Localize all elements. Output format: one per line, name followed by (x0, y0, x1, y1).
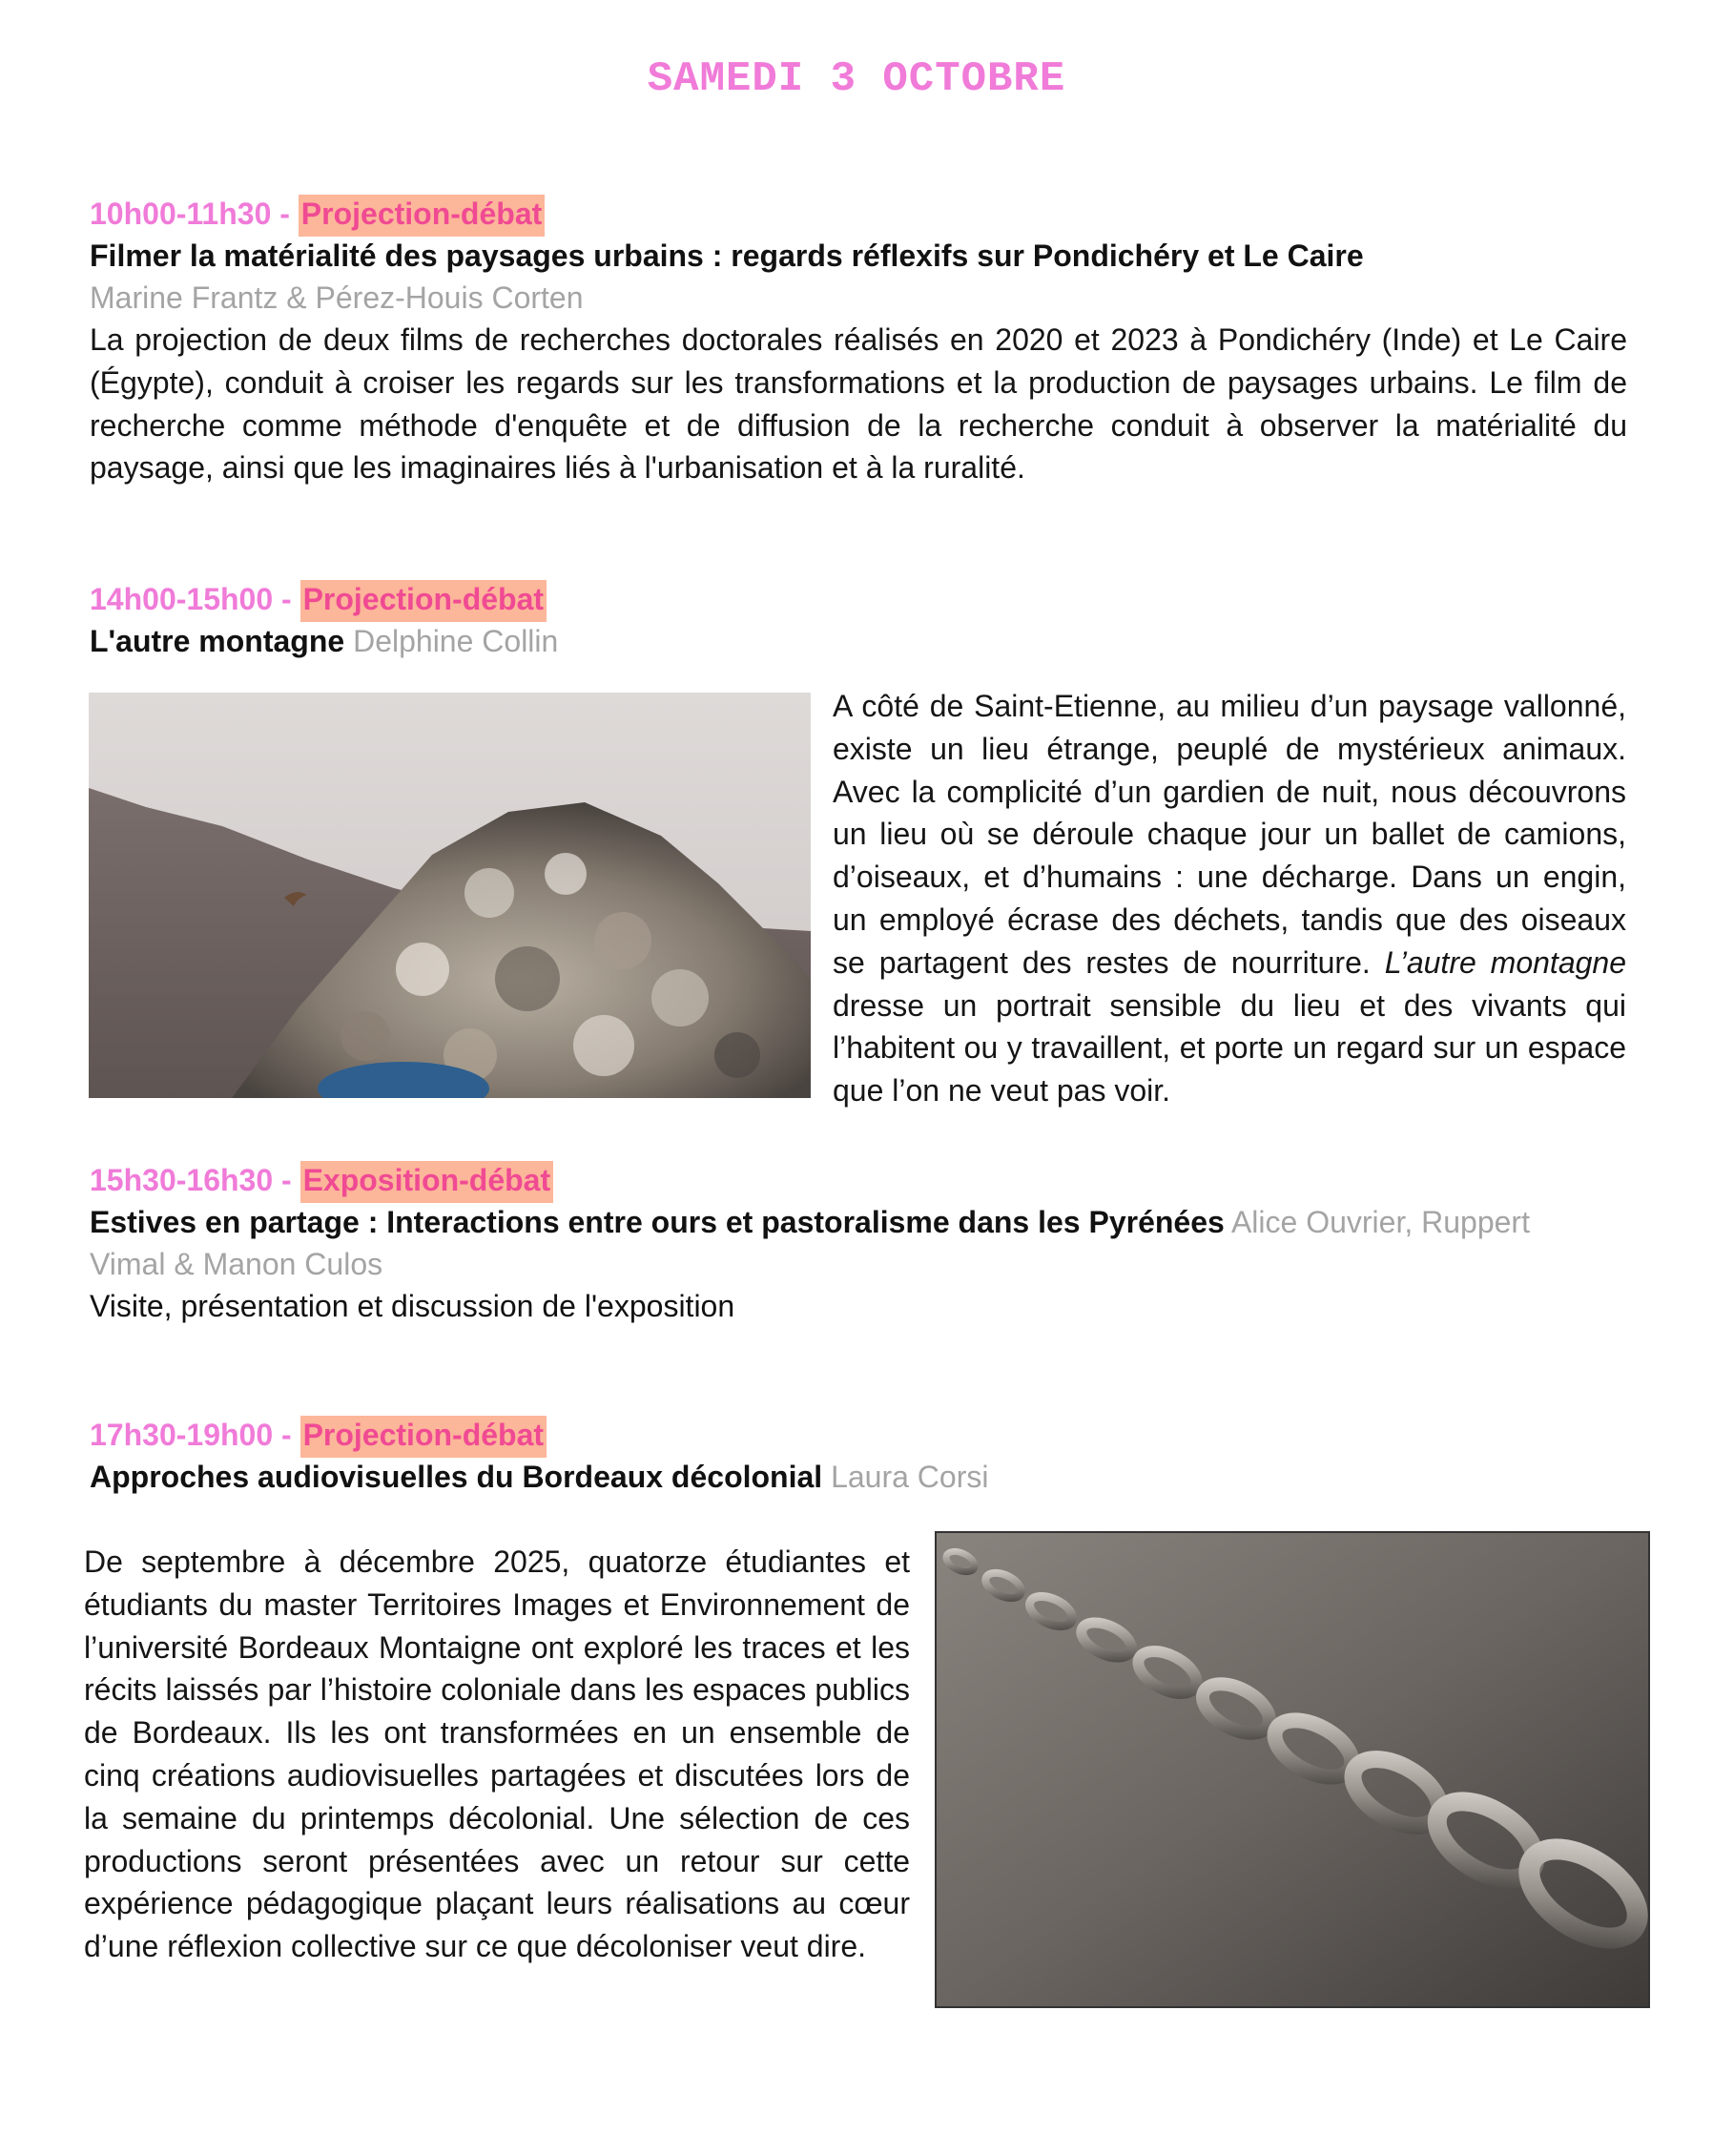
event-type-tag: Exposition-débat (300, 1161, 554, 1203)
event-1 (90, 193, 1627, 489)
event-2-description (833, 685, 1626, 1112)
event-title-line (90, 1201, 1627, 1243)
event-title: L'autre montagne (90, 624, 345, 658)
event-description: De septembre à décembre 2025, quatorze étudiantes et étudiants du master Territoires Images et Environnement de l’université Bordeaux Montaigne ont exploré les traces et les récits laissés par l’histoire coloniale dans les espaces publics de Bordeaux. Ils les ont transformées en un ensemble de cinq créations audiovisuelles partagées et discutées lors de la semaine du printemps décolonial. Une sélection de ces productions seront présentées avec un retour sur cette expérience pédagogique plaçant leurs réalisations au cœur d’une réflexion collective sur ce que décoloniser veut dire. (84, 1544, 910, 1964)
event-4 (90, 1414, 1627, 1498)
event-time: 10h00-11h30 - (90, 197, 299, 231)
event-authors: Alice Ouvrier, Ruppert (1230, 1205, 1530, 1239)
chain-photo (935, 1531, 1650, 2008)
event-time: 17h30-19h00 - (90, 1418, 300, 1452)
event-heading (90, 578, 1627, 620)
event-authors: Marine Frantz & Pérez-Houis Corten (90, 280, 584, 315)
event-type-tag: Projection-débat (300, 580, 547, 622)
event-description: A côté de Saint-Etienne, au milieu d’un paysage vallonné, existe un lieu étrange, peuplé de mystérieux animaux. Avec la complicité d’un gardien de nuit, nous découvrons un lieu où se déroule chaque jour un ballet de camions, d’oiseaux, et d’humains : une décharge. Dans un engin, un employé écrase des déchets, tandis que des oiseaux se partagent des restes de nourriture. L’autre montagne dresse un portrait sensible du lieu et des vivants qui l’habitent ou y travaillent, et porte un regard sur un espace que l’on ne veut pas voir. (833, 689, 1627, 1109)
event-title-line (90, 1456, 1627, 1498)
event-4-description (84, 1541, 910, 1968)
event-heading (90, 193, 1627, 235)
event-type-tag: Projection-débat (300, 1416, 547, 1458)
event-description: Visite, présentation et discussion de l'exposition (90, 1289, 735, 1323)
event-time: 14h00-15h00 - (90, 582, 300, 616)
event-time: 15h30-16h30 - (90, 1163, 300, 1197)
event-title: Approches audiovisuelles du Bordeaux décolonial (90, 1460, 823, 1494)
event-authors: Delphine Collin (353, 624, 559, 658)
event-type-tag: Projection-débat (299, 195, 545, 237)
event-heading (90, 1159, 1627, 1201)
event-authors: Laura Corsi (831, 1460, 989, 1494)
event-description: La projection de deux films de recherches doctorales réalisés en 2020 et 2023 à Pondichéry (Inde) et Le Caire (Égypte), conduit à croiser les regards sur les transformations et la production de paysages urbains. Le film de recherche comme méthode d'enquête et de diffusion de la recherche conduit à observer la matérialité du paysage, ainsi que les imaginaires liés à l'urbanisation et à la ruralité. (90, 322, 1627, 486)
landfill-photo (89, 693, 811, 1098)
event-title: Filmer la matérialité des paysages urbains : regards réflexifs sur Pondichéry et Le Caire (90, 238, 1364, 273)
page-title: SAMEDI 3 OCTOBRE (647, 55, 1066, 103)
event-title-line (90, 620, 1627, 662)
event-heading (90, 1414, 1627, 1456)
event-authors-continued: Vimal & Manon Culos (90, 1247, 383, 1281)
event-2 (90, 578, 1627, 662)
event-3 (90, 1159, 1627, 1327)
event-title: Estives en partage : Interactions entre ours et pastoralisme dans les Pyrénées (90, 1205, 1225, 1239)
